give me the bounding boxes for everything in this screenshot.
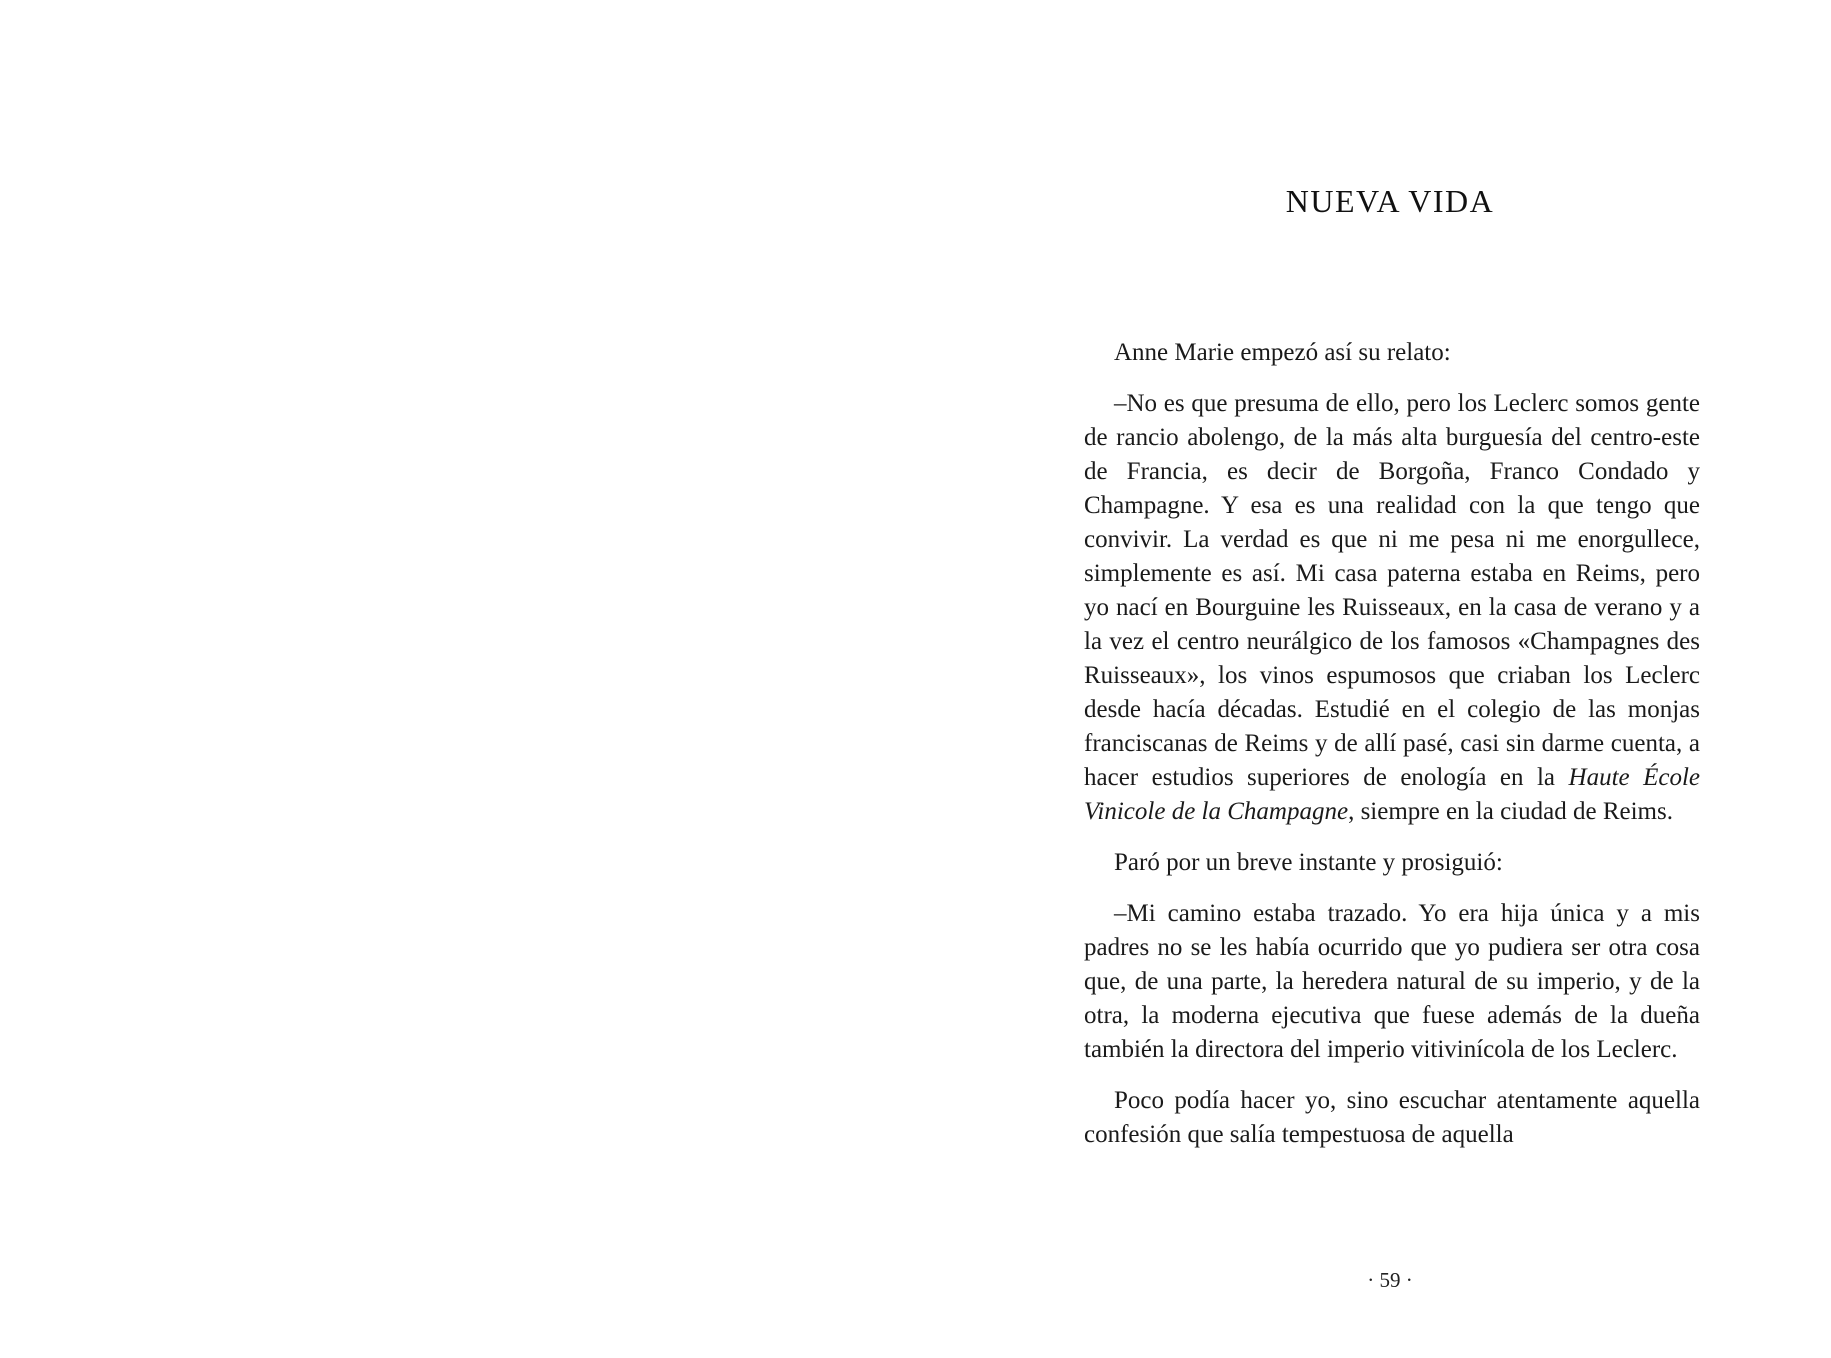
paragraph (1084, 336, 1700, 370)
paragraph-text: Poco podía hacer yo, sino escuchar atentamente aquella confesión que salía tempestuosa de aquella (1084, 1087, 1700, 1148)
paragraph-text: –No es que presuma de ello, pero los Leclerc somos gente de rancio abolengo, de la más alta burguesía del centro-este de Francia, es decir de Borgoña, Franco Condado y Champagne. Y esa es una realidad con la que tengo que convivir. La verdad es que ni me pesa ni me enorgullece, simplemente es así. Mi casa paterna estaba en Reims, pero yo nací en Bourguine les Ruisseaux, en la casa de verano y a la vez el centro neurálgico de los famosos «Champagnes des Ruisseaux», los vinos espumosos que criaban los Leclerc desde hacía décadas. Estudié en el colegio de las monjas franciscanas de Reims y de allí pasé, casi sin darme cuenta, a hacer estudios superiores de enología en la (1084, 390, 1700, 791)
paragraph-italic-text: Haute École Vinicole de la Champagne (1084, 764, 1701, 825)
paragraph-text: Paró por un breve instante y prosiguió: (1114, 849, 1503, 876)
paragraph (1084, 897, 1700, 1067)
chapter-title: NUEVA VIDA (1285, 183, 1495, 219)
left-page-blank (0, 0, 915, 1358)
continued-paragraph (1084, 1084, 1700, 1152)
paragraph-text: –Mi camino estaba trazado. Yo era hija única y a mis padres no se les había ocurrido que yo pudiera ser otra cosa que, de una parte, la heredera natural de su imperio, y de la otra, la moderna ejecutiva que fuese además de la dueña también la directora del imperio vitivinícola de los Leclerc. (1084, 900, 1700, 1063)
paragraph-text: Anne Marie empezó así su relato: (1114, 339, 1451, 366)
paragraph-text: , siempre en la ciudad de Reims. (1348, 798, 1673, 825)
page-number: · 59 · (1367, 1268, 1413, 1292)
paragraph (1084, 1084, 1700, 1152)
paragraph (1084, 846, 1700, 880)
paragraph (1084, 387, 1700, 829)
chapter-body (1084, 336, 1700, 1152)
